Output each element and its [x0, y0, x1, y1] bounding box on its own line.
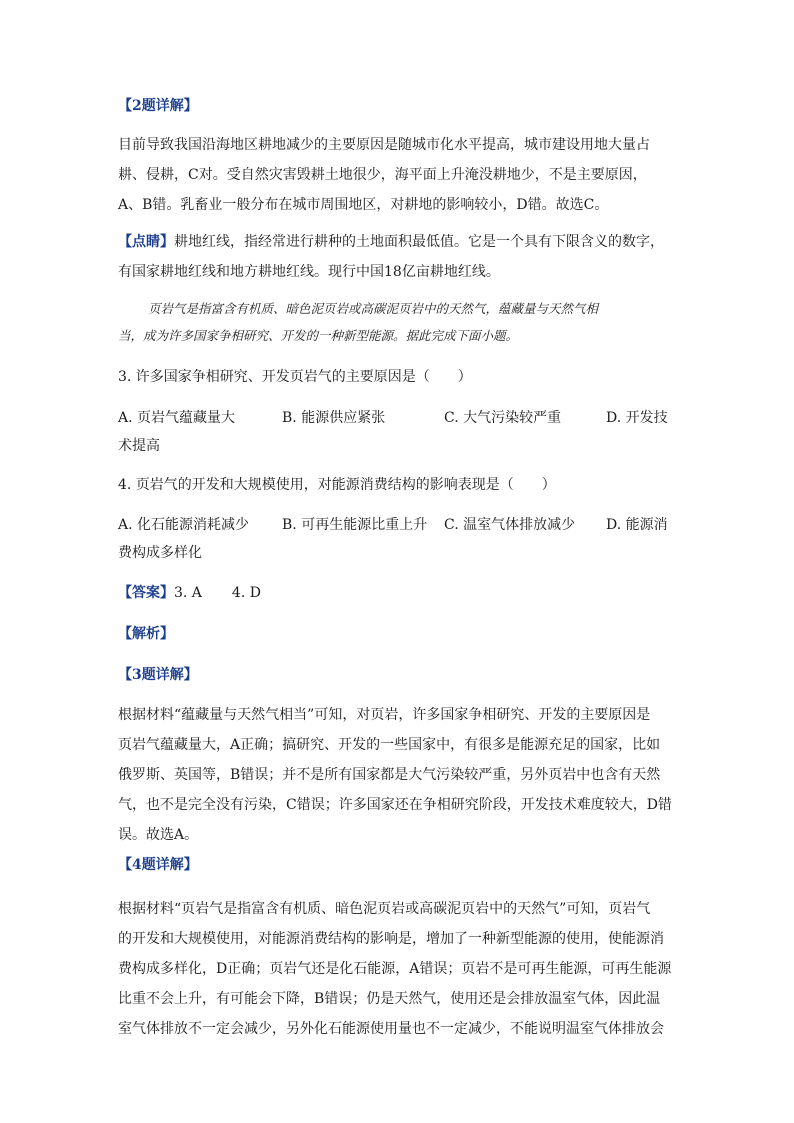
section-4-detail: [118, 850, 678, 880]
section-2-heading: 【2题详解】: [118, 98, 198, 114]
tip-line-1: 耕地红线，指经常进行耕种的土地面积最低值。它是一个具有下限含义的数字，: [174, 234, 664, 250]
option-d: D. 能源消: [606, 517, 668, 533]
answer-4: 4. D: [231, 585, 261, 601]
answer-block: [118, 578, 678, 608]
paragraph-line: A、B错。乳畜业一般分布在城市周围地区，对耕地的影响较小，D错。故选C。: [118, 197, 609, 213]
question-4-text: 4. 页岩气的开发和大规模使用，对能源消费结构的影响表现是（ ）: [118, 477, 556, 493]
section-4-body: [118, 894, 678, 1044]
question-3-stem: [118, 362, 678, 392]
paragraph-line: 比重不会上升，有可能会下降，B错误；仍是天然气，使用还是会排放温室气体，因此温: [118, 991, 661, 1007]
analysis-tag: 【解析】: [118, 626, 174, 642]
paragraph-line: 根据材料“页岩气是指富含有机质、暗色泥页岩或高碳泥页岩中的天然气”可知，页岩气: [118, 901, 651, 917]
section-3-heading: 【3题详解】: [118, 667, 198, 683]
question-4-stem: [118, 470, 678, 500]
material-line-1: 页岩气是指富含有机质、暗色泥页岩或高碳泥页岩中的天然气，蕴藏量与天然气相: [148, 301, 599, 316]
paragraph-line: 耕、侵耕，C对。受自然灾害毁耕土地很少，海平面上升淹没耕地少，不是主要原因，: [118, 167, 647, 183]
tip-line-2: 有国家耕地红线和地方耕地红线。现行中国18亿亩耕地红线。: [118, 264, 500, 280]
paragraph-line: 的开发和大规模使用，对能源消费结构的影响是，增加了一种新型能源的使用，使能源消: [118, 931, 664, 947]
option-c: C. 大气污染较严重: [444, 410, 562, 426]
option-a: A. 页岩气蕴藏量大: [118, 410, 236, 426]
option-b: B. 可再生能源比重上升: [282, 517, 428, 533]
section-2-detail: [118, 91, 678, 121]
paragraph-line: 俄罗斯、英国等，B错误；并不是所有国家都是大气污染较严重，另外页岩中也含有天然: [118, 767, 661, 783]
paragraph-line: 误。故选A。: [118, 827, 199, 843]
analysis-block: [118, 619, 678, 649]
question-4-options: [118, 511, 678, 567]
option-d: D. 开发技: [606, 410, 668, 426]
material-line-2: 当，成为许多国家争相研究、开发的一种新型能源。据此完成下面小题。: [118, 328, 519, 343]
tip-block: [118, 227, 678, 287]
paragraph-line: 根据材料“蕴藏量与天然气相当”可知，对页岩，许多国家争相研究、开发的主要原因是: [118, 707, 651, 723]
answer-tag: 【答案】: [118, 585, 174, 601]
option-b: B. 能源供应紧张: [282, 410, 386, 426]
paragraph-line: 室气体排放不一定会减少，另外化石能源使用量也不一定减少，不能说明温室气体排放会: [118, 1021, 664, 1037]
paragraph-line: 页岩气蕴藏量大，A正确；搞研究、开发的一些国家中，有很多是能源充足的国家，比如: [118, 737, 661, 753]
section-2-body: [118, 130, 678, 220]
option-a: A. 化石能源消耗减少: [118, 517, 250, 533]
section-4-heading: 【4题详解】: [118, 857, 198, 873]
question-3-text: 3. 许多国家争相研究、开发页岩气的主要原因是（ ）: [118, 369, 472, 385]
tip-tag: 【点睛】: [118, 234, 174, 250]
section-3-detail: [118, 660, 678, 690]
option-c: C. 温室气体排放减少: [444, 517, 576, 533]
paragraph-line: 气，也不是完全没有污染，C错误；许多国家还在争相研究阶段，开发技术难度较大，D错: [118, 797, 672, 813]
answer-3: 3. A: [174, 585, 202, 601]
section-3-body: [118, 700, 678, 850]
option-d-wrap: 费构成多样化: [118, 545, 202, 561]
paragraph-line: 费构成多样化，D正确；页岩气还是化石能源，A错误；页岩不是可再生能源，可再生能源: [118, 961, 672, 977]
option-d-wrap: 术提高: [118, 438, 160, 454]
question-3-options: [118, 404, 678, 460]
reading-material: [118, 295, 678, 349]
paragraph-line: 目前导致我国沿海地区耕地减少的主要原因是随城市化水平提高，城市建设用地大量占: [118, 137, 650, 153]
